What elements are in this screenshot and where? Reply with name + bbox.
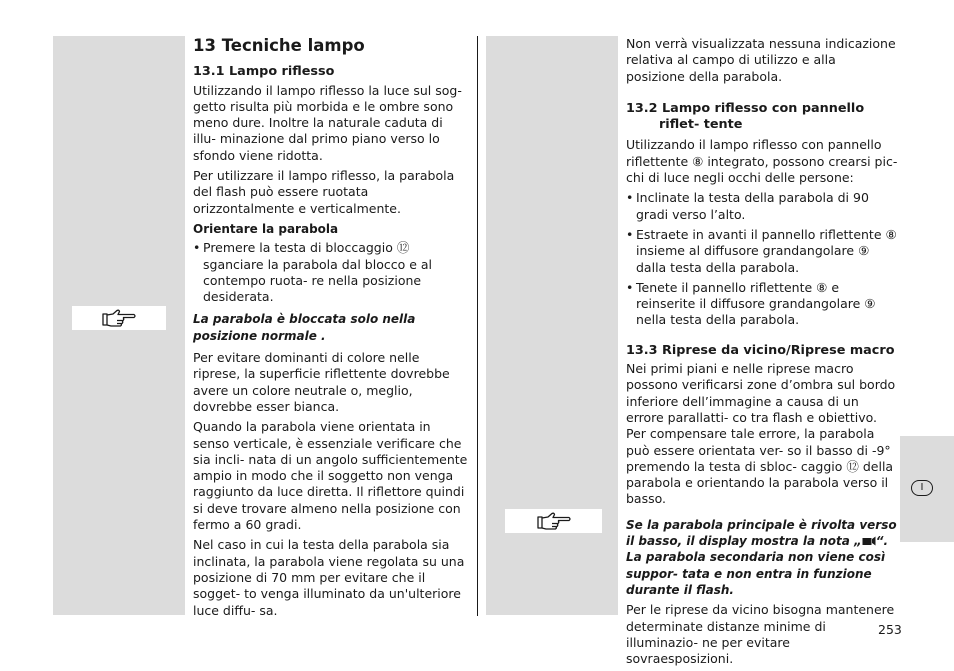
paragraph: Non verrà visualizzata nessuna indicazione relativa al campo di utilizzo e alla posizione della parabola. xyxy=(626,36,896,84)
list-item: • Estraete in avanti il pannello riflettente ⑧ insieme al diffusore grandangolare ⑨ dalla testa della parabola. xyxy=(626,227,898,276)
subheading-orientare: Orientare la parabola xyxy=(193,221,339,236)
paragraph: Nei primi piani e nelle riprese macro possono verificarsi zone d’ombra sul bordo inferiore dell’immagine a causa di un errore parallatti- co tra flash e obiettivo. Per compensare tale errore, la parabola può essere orientata ver- so il basso di -9° premendo la testa di sbloc- caggio ⑫ della parabola e orientando la parabola verso il basso. xyxy=(626,361,896,507)
list-item: • Tenete il pannello riflettente ⑧ e reinserite il diffusore grandangolare ⑨ nella testa della parabola. xyxy=(626,280,898,329)
camera-tilt-icon xyxy=(862,536,876,546)
list-item: • Inclinate la testa della parabola di 90 gradi verso l’alto. xyxy=(626,190,898,223)
language-tab-label: I xyxy=(911,480,933,496)
note-marker-left xyxy=(72,306,166,330)
note-text: La parabola è bloccata solo nella posizione normale . xyxy=(193,312,416,343)
paragraph: Utilizzando il lampo riflesso con pannello riflettente ⑧ integrato, possono crearsi pic- chi di luce negli occhi delle persone: xyxy=(626,137,898,186)
paragraph: Per utilizzare il lampo riflesso, la parabola del flash può essere ruotata orizzontalmente e verticalmente. xyxy=(193,168,455,216)
heading-13-3: 13.3 Riprese da vicino/Riprese macro xyxy=(626,342,895,358)
bullet-list xyxy=(193,240,468,305)
note-marker-right xyxy=(505,509,602,533)
right-column xyxy=(626,36,898,671)
pointing-hand-icon xyxy=(101,308,137,328)
note-text-part: “. La parabola secondaria non viene così suppor- tata e non entra in funzione durante il flash. xyxy=(626,534,889,597)
paragraph: Utilizzando il lampo riflesso la luce sul sog- getto risulta più morbida e le ombre sono meno dure. Inoltre la naturale caduta di illu- minazione dal primo piano verso lo sfondo viene ridotta. xyxy=(193,82,462,163)
heading-13-1: 13.1 Lampo riflesso xyxy=(193,64,335,80)
note-text xyxy=(626,517,898,598)
pointing-hand-icon xyxy=(536,511,572,531)
page-number: 253 xyxy=(878,622,902,637)
paragraph: Quando la parabola viene orientata in senso verticale, è essenziale verificare che sia incli- nata di un angolo sufficientemente ampio in modo che il soggetto non venga raggiunto da luce diretta. Il riflettore quindi si deve trovare almeno nella posizione con fermo a 60 gradi. xyxy=(193,419,468,533)
paragraph: Per le riprese da vicino bisogna mantenere determinate distanze minime di illuminazio- ne per evitare sovraesposizioni. xyxy=(626,602,895,667)
section-title: 13 Tecniche lampo xyxy=(193,36,365,55)
left-column xyxy=(193,36,468,623)
heading-13-2: 13.2 Lampo riflesso con pannello riflet- tente xyxy=(626,100,865,133)
bullet-list xyxy=(626,190,898,328)
paragraph: Nel caso in cui la testa della parabola sia inclinata, la parabola viene regolata su una posizione di 70 mm per evitare che il sogget- to venga illuminato da un'ulteriore luce diffu- sa. xyxy=(193,537,465,618)
list-item: • Premere la testa di bloccaggio ⑫ sganciare la parabola dal blocco e al contempo ruota- re nella posizione desiderata. xyxy=(193,240,468,305)
note-text-part: Se la parabola principale è rivolta verso il basso, il display mostra la nota „ xyxy=(626,517,897,549)
paragraph: Per evitare dominanti di colore nelle riprese, la superficie riflettente dovrebbe avere un colore neutrale o, meglio, dovrebbe esser bianca. xyxy=(193,350,450,414)
column-divider xyxy=(477,36,478,616)
